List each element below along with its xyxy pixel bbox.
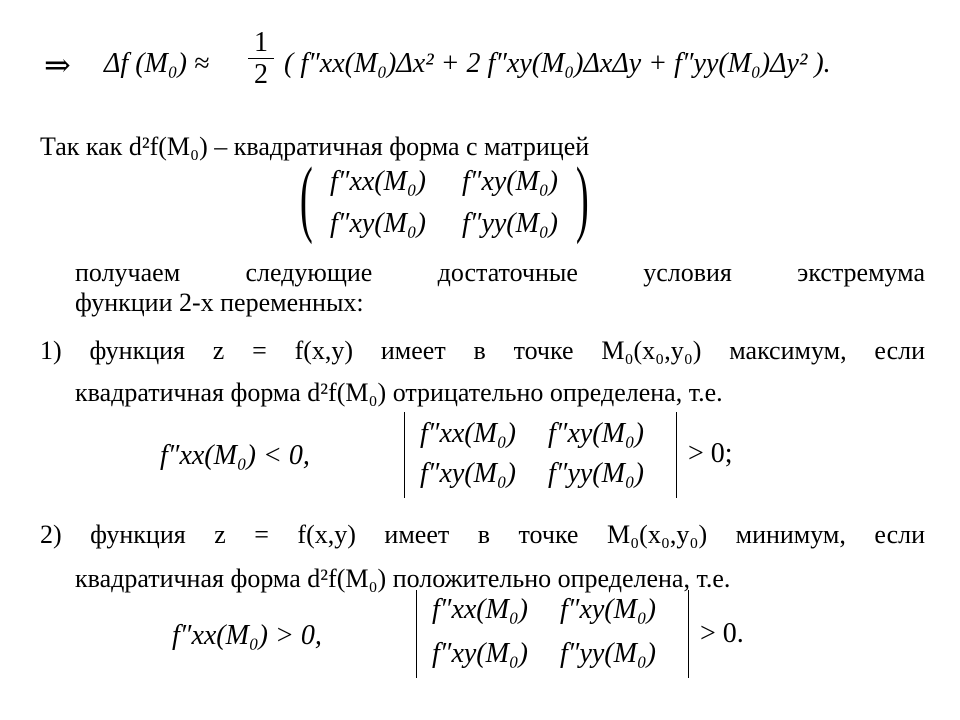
right-paren: ) xyxy=(575,149,589,245)
det-compare: > 0; xyxy=(688,438,733,469)
det-left-bar xyxy=(416,590,417,678)
condition-min-line2: квадратичная форма d²f(M₀) положительно определена, т.е. xyxy=(75,564,731,593)
formula-lhs: Δf (M₀) ≈ xyxy=(104,48,210,79)
fraction-numerator: 1 xyxy=(254,27,268,58)
formula-rhs: ( f″xx(M₀)Δx² + 2 f″xy(M₀)ΔxΔy + f″yy(M₀)Δy² ). xyxy=(284,48,831,79)
det-cell-22: f″yy(M₀) xyxy=(560,638,657,669)
one-half-fraction xyxy=(248,28,274,90)
matrix-cell-11: f″xx(M₀) xyxy=(330,166,427,197)
det-cell-22: f″yy(M₀) xyxy=(548,458,645,489)
condition-max-line2: квадратичная форма d²f(M₀) отрицательно определена, т.е. xyxy=(75,378,723,407)
text-line-conditions-1: получаем следующие достаточные условия экстремума xyxy=(75,258,925,287)
det-cell-21: f″xy(M₀) xyxy=(432,638,529,669)
min-condition-fxx: f″xx(M₀) > 0, xyxy=(172,620,322,651)
min-determinant xyxy=(412,590,762,680)
det-compare: > 0. xyxy=(700,618,744,649)
det-cell-12: f″xy(M₀) xyxy=(548,418,645,449)
matrix-cell-21: f″xy(M₀) xyxy=(330,208,427,239)
det-left-bar xyxy=(404,412,405,498)
implies-symbol: ⇒ xyxy=(44,47,71,83)
hessian-matrix xyxy=(299,149,600,250)
det-cell-21: f″xy(M₀) xyxy=(420,458,517,489)
condition-max-line1: 1) функция z = f(x,y) имеет в точке M₀(x₀,y₀) максимум, если xyxy=(40,336,925,365)
det-cell-12: f″xy(M₀) xyxy=(560,594,657,625)
det-cell-11: f″xx(M₀) xyxy=(432,594,529,625)
max-determinant xyxy=(400,412,750,500)
condition-min-line1: 2) функция z = f(x,y) имеет в точке M₀(x₀,y₀) минимум, если xyxy=(40,520,925,549)
matrix-cell-22: f″yy(M₀) xyxy=(462,208,559,239)
fraction-denominator: 2 xyxy=(254,59,268,91)
left-paren: ( xyxy=(299,149,313,245)
matrix-cell-12: f″xy(M₀) xyxy=(462,166,559,197)
det-cell-11: f″xx(M₀) xyxy=(420,418,517,449)
max-condition-fxx: f″xx(M₀) < 0, xyxy=(160,440,310,471)
det-right-bar xyxy=(688,590,689,678)
det-right-bar xyxy=(676,412,677,498)
text-line-intro: Так как d²f(M₀) – квадратичная форма с матрицей xyxy=(40,132,590,161)
text-line-conditions-2: функции 2-х переменных: xyxy=(75,288,364,317)
top-formula xyxy=(40,22,940,112)
